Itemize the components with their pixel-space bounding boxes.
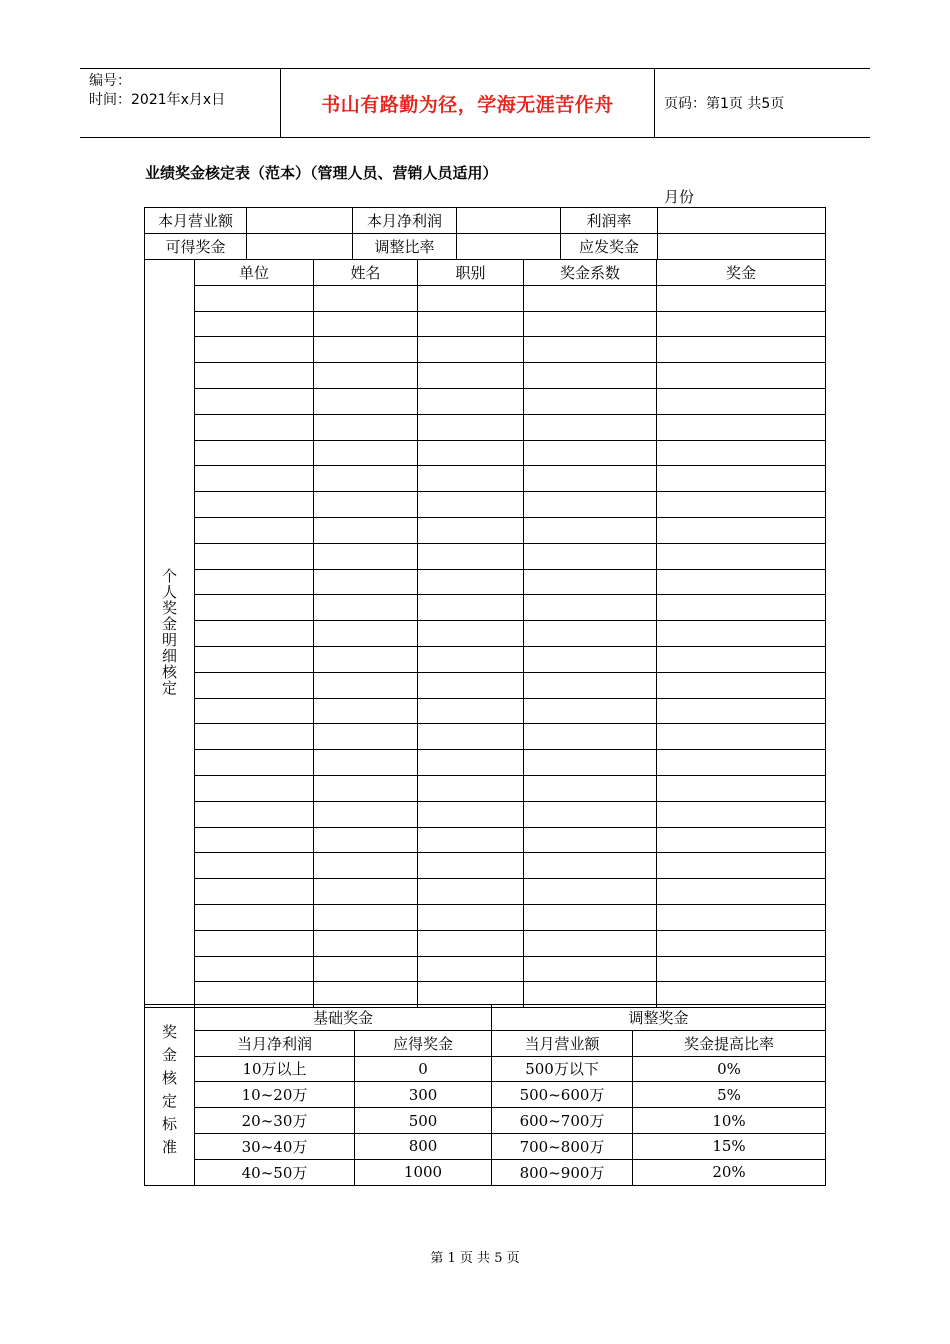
standard-cell: 600~700万	[492, 1108, 633, 1134]
detail-cell[interactable]	[524, 775, 657, 801]
standard-cell: 300	[355, 1082, 492, 1108]
standard-cell: 20~30万	[195, 1108, 355, 1134]
detail-cell[interactable]	[418, 930, 524, 956]
detail-side-label-cell	[145, 260, 195, 1008]
detail-cell[interactable]	[657, 801, 826, 827]
table-row	[145, 750, 826, 776]
detail-cell[interactable]	[657, 517, 826, 543]
standard-cell: 500~600万	[492, 1082, 633, 1108]
detail-cell[interactable]	[195, 801, 314, 827]
standard-cell: 0	[355, 1056, 492, 1082]
detail-cell[interactable]	[314, 517, 418, 543]
detail-cell[interactable]	[657, 311, 826, 337]
detail-cell[interactable]	[195, 698, 314, 724]
standard-cell: 500万以下	[492, 1056, 633, 1082]
detail-cell[interactable]	[657, 285, 826, 311]
detail-cell[interactable]	[418, 285, 524, 311]
detail-cell[interactable]	[524, 698, 657, 724]
detail-cell[interactable]	[657, 672, 826, 698]
detail-cell[interactable]	[657, 853, 826, 879]
detail-cell[interactable]	[657, 956, 826, 982]
detail-cell[interactable]	[314, 492, 418, 518]
detail-cell[interactable]	[314, 724, 418, 750]
table-row	[145, 285, 826, 311]
detail-cell[interactable]	[195, 337, 314, 363]
detail-cell[interactable]	[418, 646, 524, 672]
label-profit-rate: 利润率	[561, 208, 658, 234]
detail-cell[interactable]	[195, 517, 314, 543]
header-meta	[80, 69, 281, 137]
detail-cell[interactable]	[314, 904, 418, 930]
detail-cell[interactable]	[314, 569, 418, 595]
detail-cell[interactable]	[314, 311, 418, 337]
label-monthly-revenue: 本月营业额	[145, 208, 247, 234]
detail-cell[interactable]	[418, 466, 524, 492]
standard-side-label: 奖金核定标准	[160, 1023, 178, 1162]
detail-cell[interactable]	[314, 285, 418, 311]
page-footer: 第 1 页 共 5 页	[430, 1251, 520, 1266]
detail-cell[interactable]	[195, 285, 314, 311]
detail-cell[interactable]	[314, 930, 418, 956]
detail-cell[interactable]	[524, 956, 657, 982]
table-row	[145, 646, 826, 672]
table-row	[145, 930, 826, 956]
detail-cell[interactable]	[524, 853, 657, 879]
detail-cell[interactable]	[418, 440, 524, 466]
detail-cell[interactable]	[657, 827, 826, 853]
detail-cell[interactable]	[657, 904, 826, 930]
page-header	[80, 68, 870, 138]
detail-cell[interactable]	[195, 750, 314, 776]
detail-cell[interactable]	[418, 698, 524, 724]
table-row	[145, 1056, 826, 1082]
detail-cell[interactable]	[195, 621, 314, 647]
standard-cell: 10万以上	[195, 1056, 355, 1082]
standard-cell: 800	[355, 1133, 492, 1159]
detail-cell[interactable]	[657, 414, 826, 440]
detail-cell[interactable]	[524, 801, 657, 827]
detail-cell[interactable]	[418, 621, 524, 647]
detail-cell[interactable]	[418, 595, 524, 621]
table-row	[145, 775, 826, 801]
detail-cell[interactable]	[657, 440, 826, 466]
detail-cell[interactable]	[195, 879, 314, 905]
table-row	[145, 388, 826, 414]
input-monthly-net-profit[interactable]	[457, 208, 561, 234]
detail-cell[interactable]	[524, 750, 657, 776]
input-available-bonus[interactable]	[247, 234, 353, 260]
table-row	[145, 672, 826, 698]
detail-cell[interactable]	[314, 853, 418, 879]
detail-cell[interactable]	[524, 414, 657, 440]
detail-side-label: 个人奖金明细核定	[160, 567, 178, 696]
detail-cell[interactable]	[418, 311, 524, 337]
standard-cell: 10~20万	[195, 1082, 355, 1108]
detail-cell[interactable]	[524, 388, 657, 414]
detail-cell[interactable]	[314, 801, 418, 827]
table-row	[145, 956, 826, 982]
standard-header-row	[145, 1030, 826, 1056]
detail-cell[interactable]	[418, 879, 524, 905]
detail-cell[interactable]	[314, 672, 418, 698]
detail-cell[interactable]	[314, 698, 418, 724]
document-date-label: 时间：2021年x月x日	[89, 92, 226, 108]
detail-cell[interactable]	[418, 543, 524, 569]
document-number-label: 编号：	[89, 73, 131, 89]
header-bonus-increase-rate: 奖金提高比率	[633, 1030, 826, 1056]
detail-cell[interactable]	[195, 672, 314, 698]
detail-cell[interactable]	[195, 388, 314, 414]
detail-cell[interactable]	[524, 724, 657, 750]
detail-cell[interactable]	[195, 543, 314, 569]
header-name: 姓名	[314, 260, 418, 286]
detail-cell[interactable]	[418, 956, 524, 982]
table-row	[145, 337, 826, 363]
detail-cell[interactable]	[314, 595, 418, 621]
summary-row-2	[145, 234, 826, 260]
detail-cell[interactable]	[657, 621, 826, 647]
detail-cell[interactable]	[418, 801, 524, 827]
header-entitled-bonus: 应得奖金	[355, 1030, 492, 1056]
standard-cell: 10%	[633, 1108, 826, 1134]
detail-cell[interactable]	[195, 930, 314, 956]
detail-cell[interactable]	[418, 724, 524, 750]
detail-cell[interactable]	[524, 621, 657, 647]
detail-cell[interactable]	[524, 285, 657, 311]
detail-cell[interactable]	[314, 337, 418, 363]
table-row	[145, 311, 826, 337]
detail-cell[interactable]	[524, 337, 657, 363]
header-monthly-net-profit: 当月净利润	[195, 1030, 355, 1056]
detail-cell[interactable]	[314, 414, 418, 440]
detail-cell[interactable]	[195, 440, 314, 466]
detail-header-row	[145, 260, 826, 286]
table-row	[145, 517, 826, 543]
label-monthly-net-profit: 本月净利润	[353, 208, 457, 234]
detail-cell[interactable]	[418, 750, 524, 776]
table-row	[145, 363, 826, 389]
label-available-bonus: 可得奖金	[145, 234, 247, 260]
detail-cell[interactable]	[524, 827, 657, 853]
document-title: 业绩奖金核定表（范本）（管理人员、营销人员适用）	[145, 164, 498, 182]
detail-cell[interactable]	[657, 775, 826, 801]
table-row	[145, 1082, 826, 1108]
table-row	[145, 569, 826, 595]
detail-cell[interactable]	[418, 337, 524, 363]
table-row	[145, 853, 826, 879]
detail-table	[144, 259, 826, 1008]
summary-row-1	[145, 208, 826, 234]
standard-group-row	[145, 1005, 826, 1031]
standard-cell: 20%	[633, 1159, 826, 1185]
header-bonus-coefficient: 奖金系数	[524, 260, 657, 286]
detail-cell[interactable]	[314, 646, 418, 672]
detail-cell[interactable]	[657, 388, 826, 414]
detail-cell[interactable]	[657, 724, 826, 750]
standard-cell: 800~900万	[492, 1159, 633, 1185]
detail-cell[interactable]	[314, 775, 418, 801]
detail-cell[interactable]	[657, 492, 826, 518]
standard-cell: 0%	[633, 1056, 826, 1082]
detail-cell[interactable]	[657, 595, 826, 621]
table-row	[145, 1159, 826, 1185]
table-row	[145, 621, 826, 647]
detail-cell[interactable]	[524, 440, 657, 466]
table-row	[145, 1108, 826, 1134]
detail-cell[interactable]	[524, 569, 657, 595]
table-row	[145, 801, 826, 827]
standard-cell: 15%	[633, 1133, 826, 1159]
detail-cell[interactable]	[524, 904, 657, 930]
standard-cell: 1000	[355, 1159, 492, 1185]
standard-side-label-cell	[145, 1005, 195, 1186]
detail-cell[interactable]	[418, 904, 524, 930]
adjust-bonus-title: 调整奖金	[492, 1005, 826, 1031]
detail-cell[interactable]	[314, 388, 418, 414]
detail-cell[interactable]	[524, 930, 657, 956]
detail-cell[interactable]	[195, 827, 314, 853]
base-bonus-title: 基础奖金	[195, 1005, 492, 1031]
detail-cell[interactable]	[195, 311, 314, 337]
header-unit: 单位	[195, 260, 314, 286]
detail-cell[interactable]	[195, 956, 314, 982]
detail-cell[interactable]	[657, 750, 826, 776]
detail-cell[interactable]	[314, 440, 418, 466]
header-motto: 书山有路勤为径，学海无涯苦作舟	[281, 69, 655, 137]
detail-cell[interactable]	[657, 543, 826, 569]
header-monthly-revenue: 当月营业额	[492, 1030, 633, 1056]
standard-cell: 40~50万	[195, 1159, 355, 1185]
detail-cell[interactable]	[195, 646, 314, 672]
detail-cell[interactable]	[314, 827, 418, 853]
input-payable-bonus[interactable]	[658, 234, 826, 260]
table-row	[145, 1133, 826, 1159]
detail-cell[interactable]	[524, 879, 657, 905]
table-row	[145, 724, 826, 750]
detail-cell[interactable]	[524, 646, 657, 672]
input-adjust-ratio[interactable]	[457, 234, 561, 260]
table-row	[145, 466, 826, 492]
header-position: 职别	[418, 260, 524, 286]
detail-cell[interactable]	[524, 311, 657, 337]
detail-cell[interactable]	[524, 363, 657, 389]
label-payable-bonus: 应发奖金	[561, 234, 658, 260]
detail-cell[interactable]	[524, 543, 657, 569]
standard-cell: 5%	[633, 1082, 826, 1108]
detail-cell[interactable]	[657, 646, 826, 672]
table-row	[145, 698, 826, 724]
detail-cell[interactable]	[524, 517, 657, 543]
detail-cell[interactable]	[657, 337, 826, 363]
table-row	[145, 440, 826, 466]
month-label: 月份	[664, 188, 695, 206]
detail-cell[interactable]	[314, 621, 418, 647]
detail-cell[interactable]	[418, 827, 524, 853]
input-monthly-revenue[interactable]	[247, 208, 353, 234]
detail-cell[interactable]	[195, 466, 314, 492]
detail-cell[interactable]	[418, 853, 524, 879]
standard-cell: 30~40万	[195, 1133, 355, 1159]
detail-cell[interactable]	[418, 388, 524, 414]
standard-table	[144, 1004, 826, 1186]
detail-cell[interactable]	[524, 466, 657, 492]
detail-cell[interactable]	[657, 363, 826, 389]
table-row	[145, 827, 826, 853]
detail-cell[interactable]	[195, 363, 314, 389]
label-adjust-ratio: 调整比率	[353, 234, 457, 260]
detail-cell[interactable]	[657, 698, 826, 724]
detail-cell[interactable]	[418, 414, 524, 440]
standard-cell: 700~800万	[492, 1133, 633, 1159]
header-page-info: 页码：第1页 共5页	[664, 96, 785, 112]
detail-cell[interactable]	[314, 543, 418, 569]
detail-cell[interactable]	[418, 775, 524, 801]
detail-cell[interactable]	[314, 363, 418, 389]
detail-cell[interactable]	[657, 569, 826, 595]
detail-cell[interactable]	[524, 595, 657, 621]
table-row	[145, 414, 826, 440]
header-bonus: 奖金	[657, 260, 826, 286]
detail-cell[interactable]	[195, 595, 314, 621]
table-row	[145, 492, 826, 518]
table-row	[145, 595, 826, 621]
detail-cell[interactable]	[418, 517, 524, 543]
detail-cell[interactable]	[195, 414, 314, 440]
detail-cell[interactable]	[418, 672, 524, 698]
detail-cell[interactable]	[195, 853, 314, 879]
detail-cell[interactable]	[657, 879, 826, 905]
detail-cell[interactable]	[524, 672, 657, 698]
table-row	[145, 879, 826, 905]
summary-table	[144, 207, 826, 260]
input-profit-rate[interactable]	[658, 208, 826, 234]
detail-cell[interactable]	[524, 492, 657, 518]
detail-cell[interactable]	[195, 775, 314, 801]
detail-cell[interactable]	[195, 724, 314, 750]
detail-cell[interactable]	[657, 930, 826, 956]
detail-cell[interactable]	[314, 750, 418, 776]
table-row	[145, 904, 826, 930]
detail-cell[interactable]	[195, 492, 314, 518]
detail-cell[interactable]	[195, 904, 314, 930]
detail-cell[interactable]	[195, 569, 314, 595]
detail-cell[interactable]	[314, 879, 418, 905]
detail-cell[interactable]	[418, 569, 524, 595]
standard-cell: 500	[355, 1108, 492, 1134]
detail-cell[interactable]	[314, 956, 418, 982]
detail-cell[interactable]	[657, 466, 826, 492]
detail-cell[interactable]	[418, 363, 524, 389]
detail-cell[interactable]	[314, 466, 418, 492]
table-row	[145, 543, 826, 569]
detail-cell[interactable]	[418, 492, 524, 518]
